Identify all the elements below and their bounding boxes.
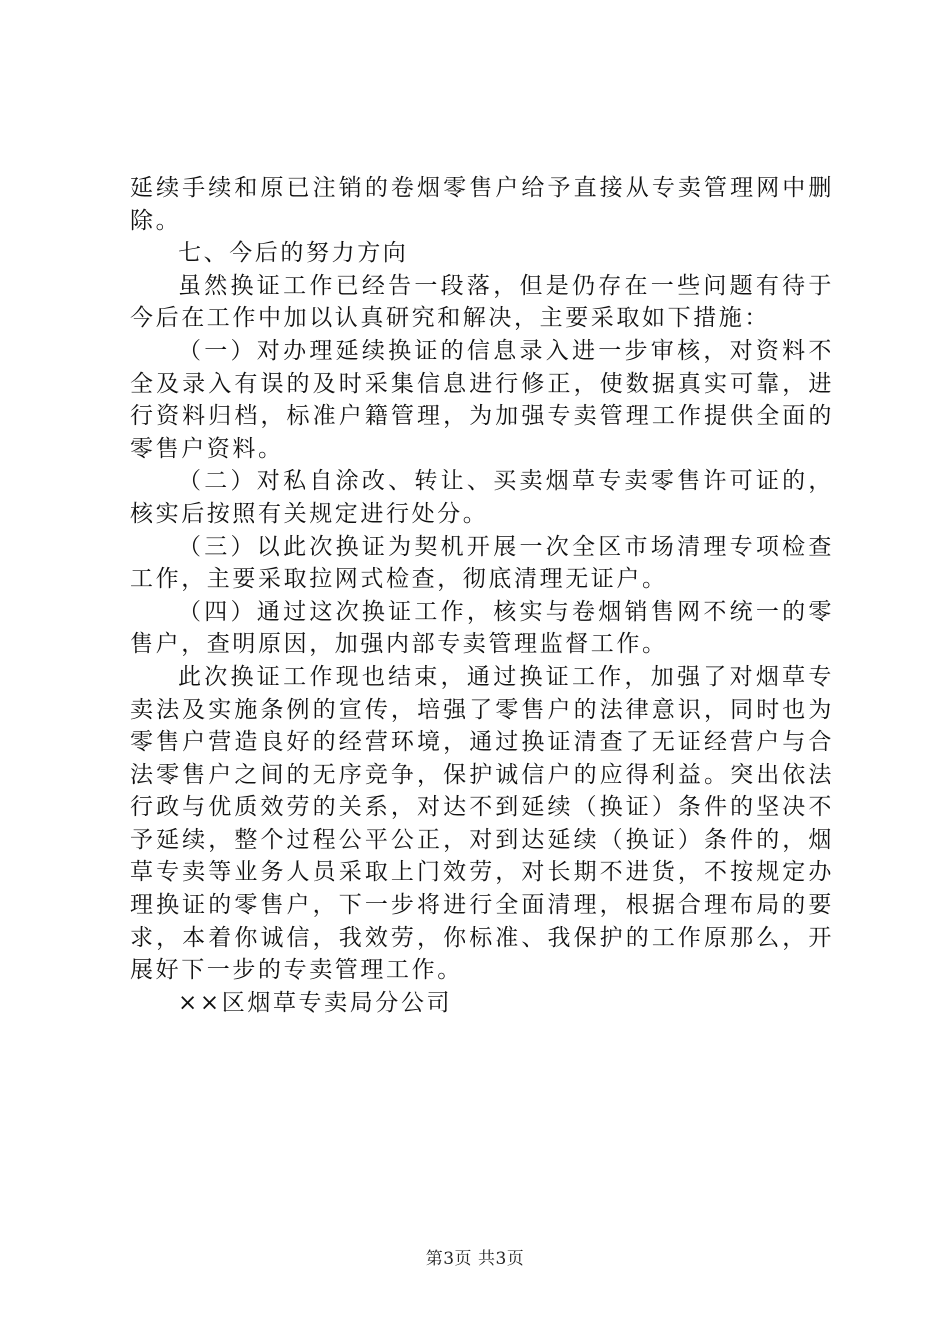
paragraph-conclusion: 此次换证工作现也结束，通过换证工作，加强了对烟草专卖法及实施条例的宣传，培强了零售户的法律意识，同时也为零售户营造良好的经营环境，通过换证清查了无证经营户与合法零售户之间的无序竞争，保护诚信户的应得利益。突出依法行政与优质效劳的关系，对达不到延续（换证）条件的坚决不予延续，整个过程公平公正，对到达延续（换证）条件的，烟草专卖等业务人员采取上门效劳，对长期不进货，不按规定办理换证的零售户，下一步将进行全面清理，根据合理布局的要求，本着你诚信，我效劳，你标准、我保护的工作原那么，开展好下一步的专卖管理工作。 <box>130 663 834 984</box>
document-body <box>130 172 834 1019</box>
paragraph-measure-2: （二）对私自涂改、转让、买卖烟草专卖零售许可证的，核实后按照有关规定进行处分。 <box>130 468 834 527</box>
paragraph-intro-measures: 虽然换证工作已经告一段落，但是仍存在一些问题有待于今后在工作中加以认真研究和解决，主要采取如下措施： <box>130 272 834 332</box>
signature-organization: ××区烟草专卖局分公司 <box>178 989 453 1016</box>
paragraph-measure-4: （四）通过这次换证工作，核实与卷烟销售网不统一的零售户，查明原因，加强内部专卖管理监督工作。 <box>130 598 834 658</box>
page-number-footer: 第3页 共3页 <box>425 1249 525 1269</box>
paragraph-measure-1: （一）对办理延续换证的信息录入进一步审核，对资料不全及录入有误的及时采集信息进行修正，使数据真实可靠，进行资料归档，标准户籍管理，为加强专卖管理工作提供全面的零售户资料。 <box>130 337 834 462</box>
paragraph-continuation: 延续手续和原已注销的卷烟零售户给予直接从专卖管理网中删除。 <box>130 175 834 234</box>
section-heading-future-direction: 七、今后的努力方向 <box>178 240 409 267</box>
paragraph-measure-3: （三）以此次换证为契机开展一次全区市场清理专项检查工作，主要采取拉网式检查，彻底清理无证户。 <box>130 533 834 593</box>
